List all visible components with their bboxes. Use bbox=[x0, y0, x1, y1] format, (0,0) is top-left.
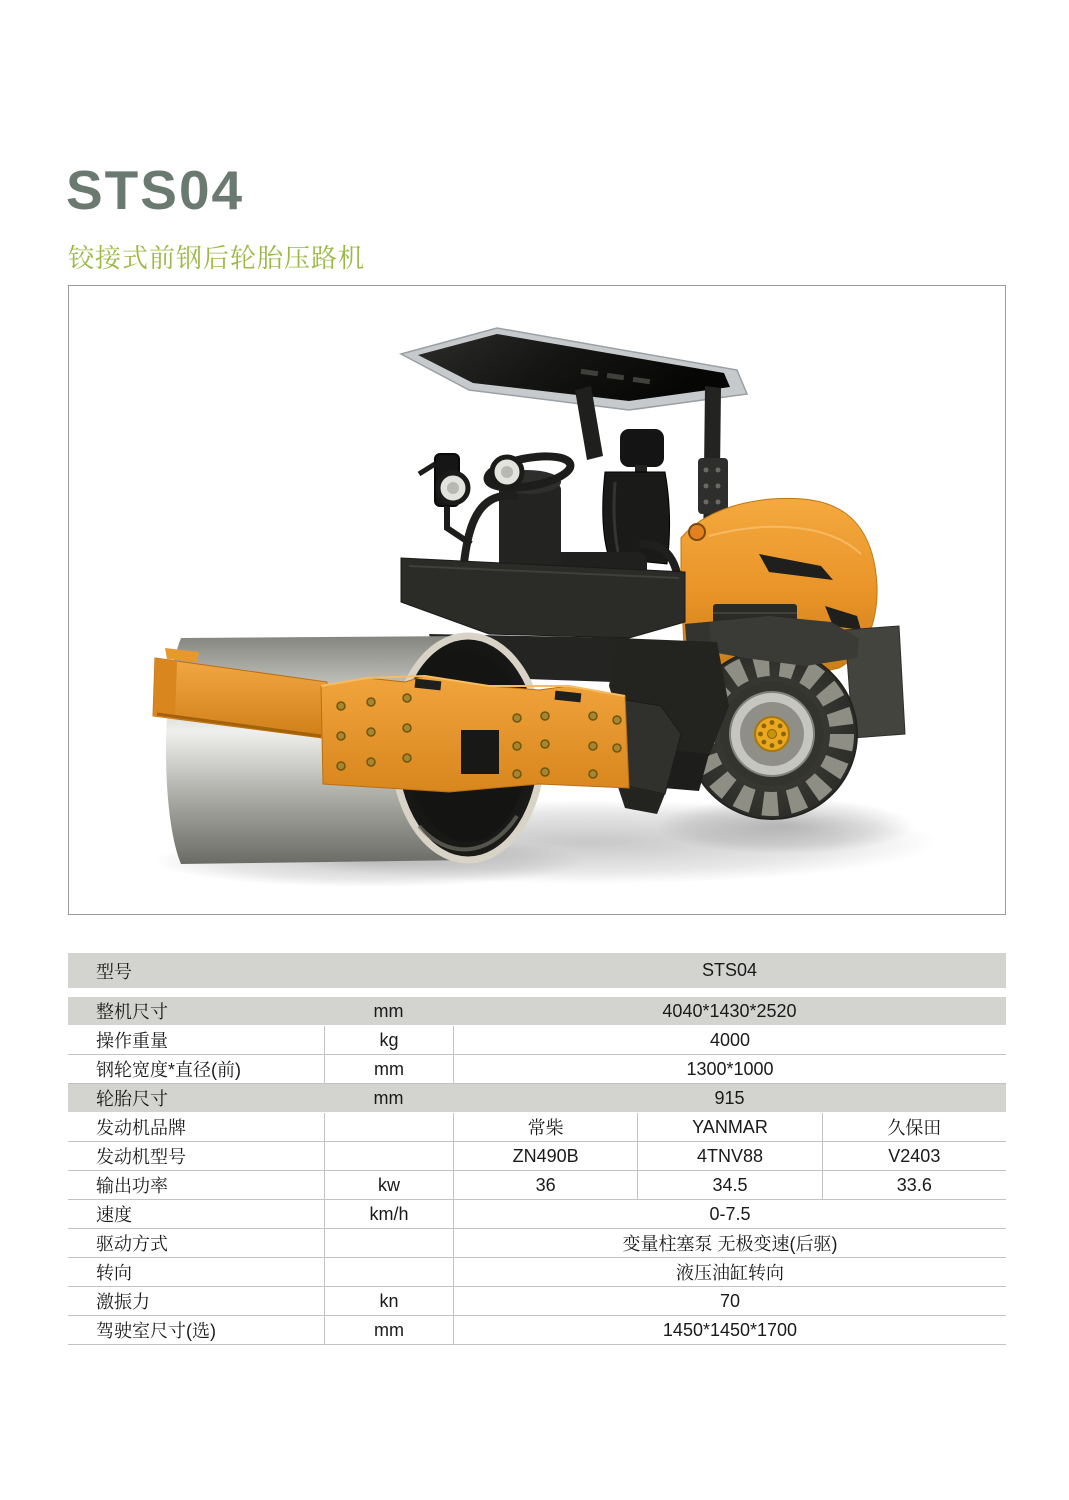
spec-unit: mm bbox=[373, 1000, 404, 1021]
spec-row bbox=[68, 1084, 1006, 1113]
spec-rows bbox=[68, 997, 1006, 1345]
spec-values bbox=[453, 1258, 1006, 1286]
spec-value: 915 bbox=[714, 1087, 745, 1108]
spec-label: 转向 bbox=[96, 1263, 132, 1283]
spec-values bbox=[453, 1026, 1006, 1054]
spec-label: 驱动方式 bbox=[96, 1234, 168, 1254]
spec-value: 0-7.5 bbox=[709, 1203, 751, 1224]
spec-label: 整机尺寸 bbox=[96, 1002, 168, 1022]
spec-unit bbox=[324, 1113, 453, 1141]
spec-values bbox=[453, 1200, 1006, 1228]
spec-value: 1450*1450*1700 bbox=[662, 1319, 798, 1340]
spec-value: 36 bbox=[535, 1174, 556, 1195]
spec-unit bbox=[324, 1229, 453, 1257]
spec-value: V2403 bbox=[822, 1142, 1006, 1170]
spec-values bbox=[453, 997, 1006, 1025]
spec-value: 4040*1430*2520 bbox=[662, 1000, 797, 1021]
spec-values bbox=[453, 1229, 1006, 1257]
spec-label: 轮胎尺寸 bbox=[96, 1089, 168, 1109]
spec-value: 33.6 bbox=[822, 1171, 1006, 1199]
spec-label: 速度 bbox=[96, 1205, 132, 1225]
spec-values bbox=[453, 1142, 1006, 1170]
spec-model-label: 型号 bbox=[96, 961, 132, 982]
spec-row bbox=[68, 1258, 1006, 1287]
spec-value: 34.5 bbox=[637, 1171, 821, 1199]
spec-label: 驾驶室尺寸(选) bbox=[96, 1321, 216, 1341]
spec-row bbox=[68, 1026, 1006, 1055]
spec-value: 4TNV88 bbox=[637, 1142, 821, 1170]
spec-unit: kn bbox=[324, 1287, 453, 1315]
spec-model-row bbox=[68, 953, 1006, 988]
spec-label: 输出功率 bbox=[96, 1176, 168, 1196]
spec-values bbox=[453, 1171, 1006, 1199]
spec-unit: kg bbox=[324, 1026, 453, 1054]
spec-row bbox=[68, 1142, 1006, 1171]
spec-table bbox=[68, 953, 1006, 1345]
spec-value: 4000 bbox=[709, 1029, 751, 1050]
spec-value: YANMAR bbox=[637, 1113, 821, 1141]
spec-values bbox=[453, 1287, 1006, 1315]
spec-value: ZN490B bbox=[512, 1145, 579, 1166]
spec-row bbox=[68, 1200, 1006, 1229]
roller-machine-illustration bbox=[69, 286, 1005, 914]
spec-value: 常柴 bbox=[527, 1118, 564, 1138]
spec-unit: mm bbox=[324, 1316, 453, 1344]
page-title: STS04 bbox=[66, 159, 245, 221]
spec-unit: kw bbox=[324, 1171, 453, 1199]
spec-values bbox=[453, 1055, 1006, 1083]
spec-value: 液压油缸转向 bbox=[676, 1263, 784, 1283]
spec-value: 70 bbox=[719, 1290, 741, 1311]
spec-values bbox=[453, 1084, 1006, 1112]
spec-label: 激振力 bbox=[96, 1292, 150, 1312]
spec-values bbox=[453, 1316, 1006, 1344]
spec-model-value: STS04 bbox=[701, 960, 758, 980]
spec-value: 1300*1000 bbox=[686, 1058, 774, 1079]
spec-row bbox=[68, 1287, 1006, 1316]
spec-label: 钢轮宽度*直径(前) bbox=[96, 1060, 241, 1080]
product-photo-frame bbox=[68, 285, 1006, 915]
spec-unit: km/h bbox=[324, 1200, 453, 1228]
spec-unit: mm bbox=[324, 1055, 453, 1083]
page-subtitle: 铰接式前钢后轮胎压路机 bbox=[68, 243, 366, 273]
spec-value: 变量柱塞泵 无极变速(后驱) bbox=[622, 1234, 838, 1254]
spec-row bbox=[68, 1316, 1006, 1345]
spec-row bbox=[68, 1055, 1006, 1084]
spec-row bbox=[68, 1171, 1006, 1200]
spec-unit bbox=[324, 1142, 453, 1170]
spec-label: 发动机品牌 bbox=[96, 1118, 186, 1138]
spec-value: 久保田 bbox=[822, 1113, 1006, 1141]
spec-unit: mm bbox=[373, 1087, 404, 1108]
spec-row bbox=[68, 1229, 1006, 1258]
spec-unit bbox=[324, 1258, 453, 1286]
spec-row bbox=[68, 1113, 1006, 1142]
spec-label: 发动机型号 bbox=[96, 1147, 186, 1167]
spec-row bbox=[68, 997, 1006, 1026]
spec-label: 操作重量 bbox=[96, 1031, 168, 1051]
spec-values bbox=[453, 1113, 1006, 1141]
